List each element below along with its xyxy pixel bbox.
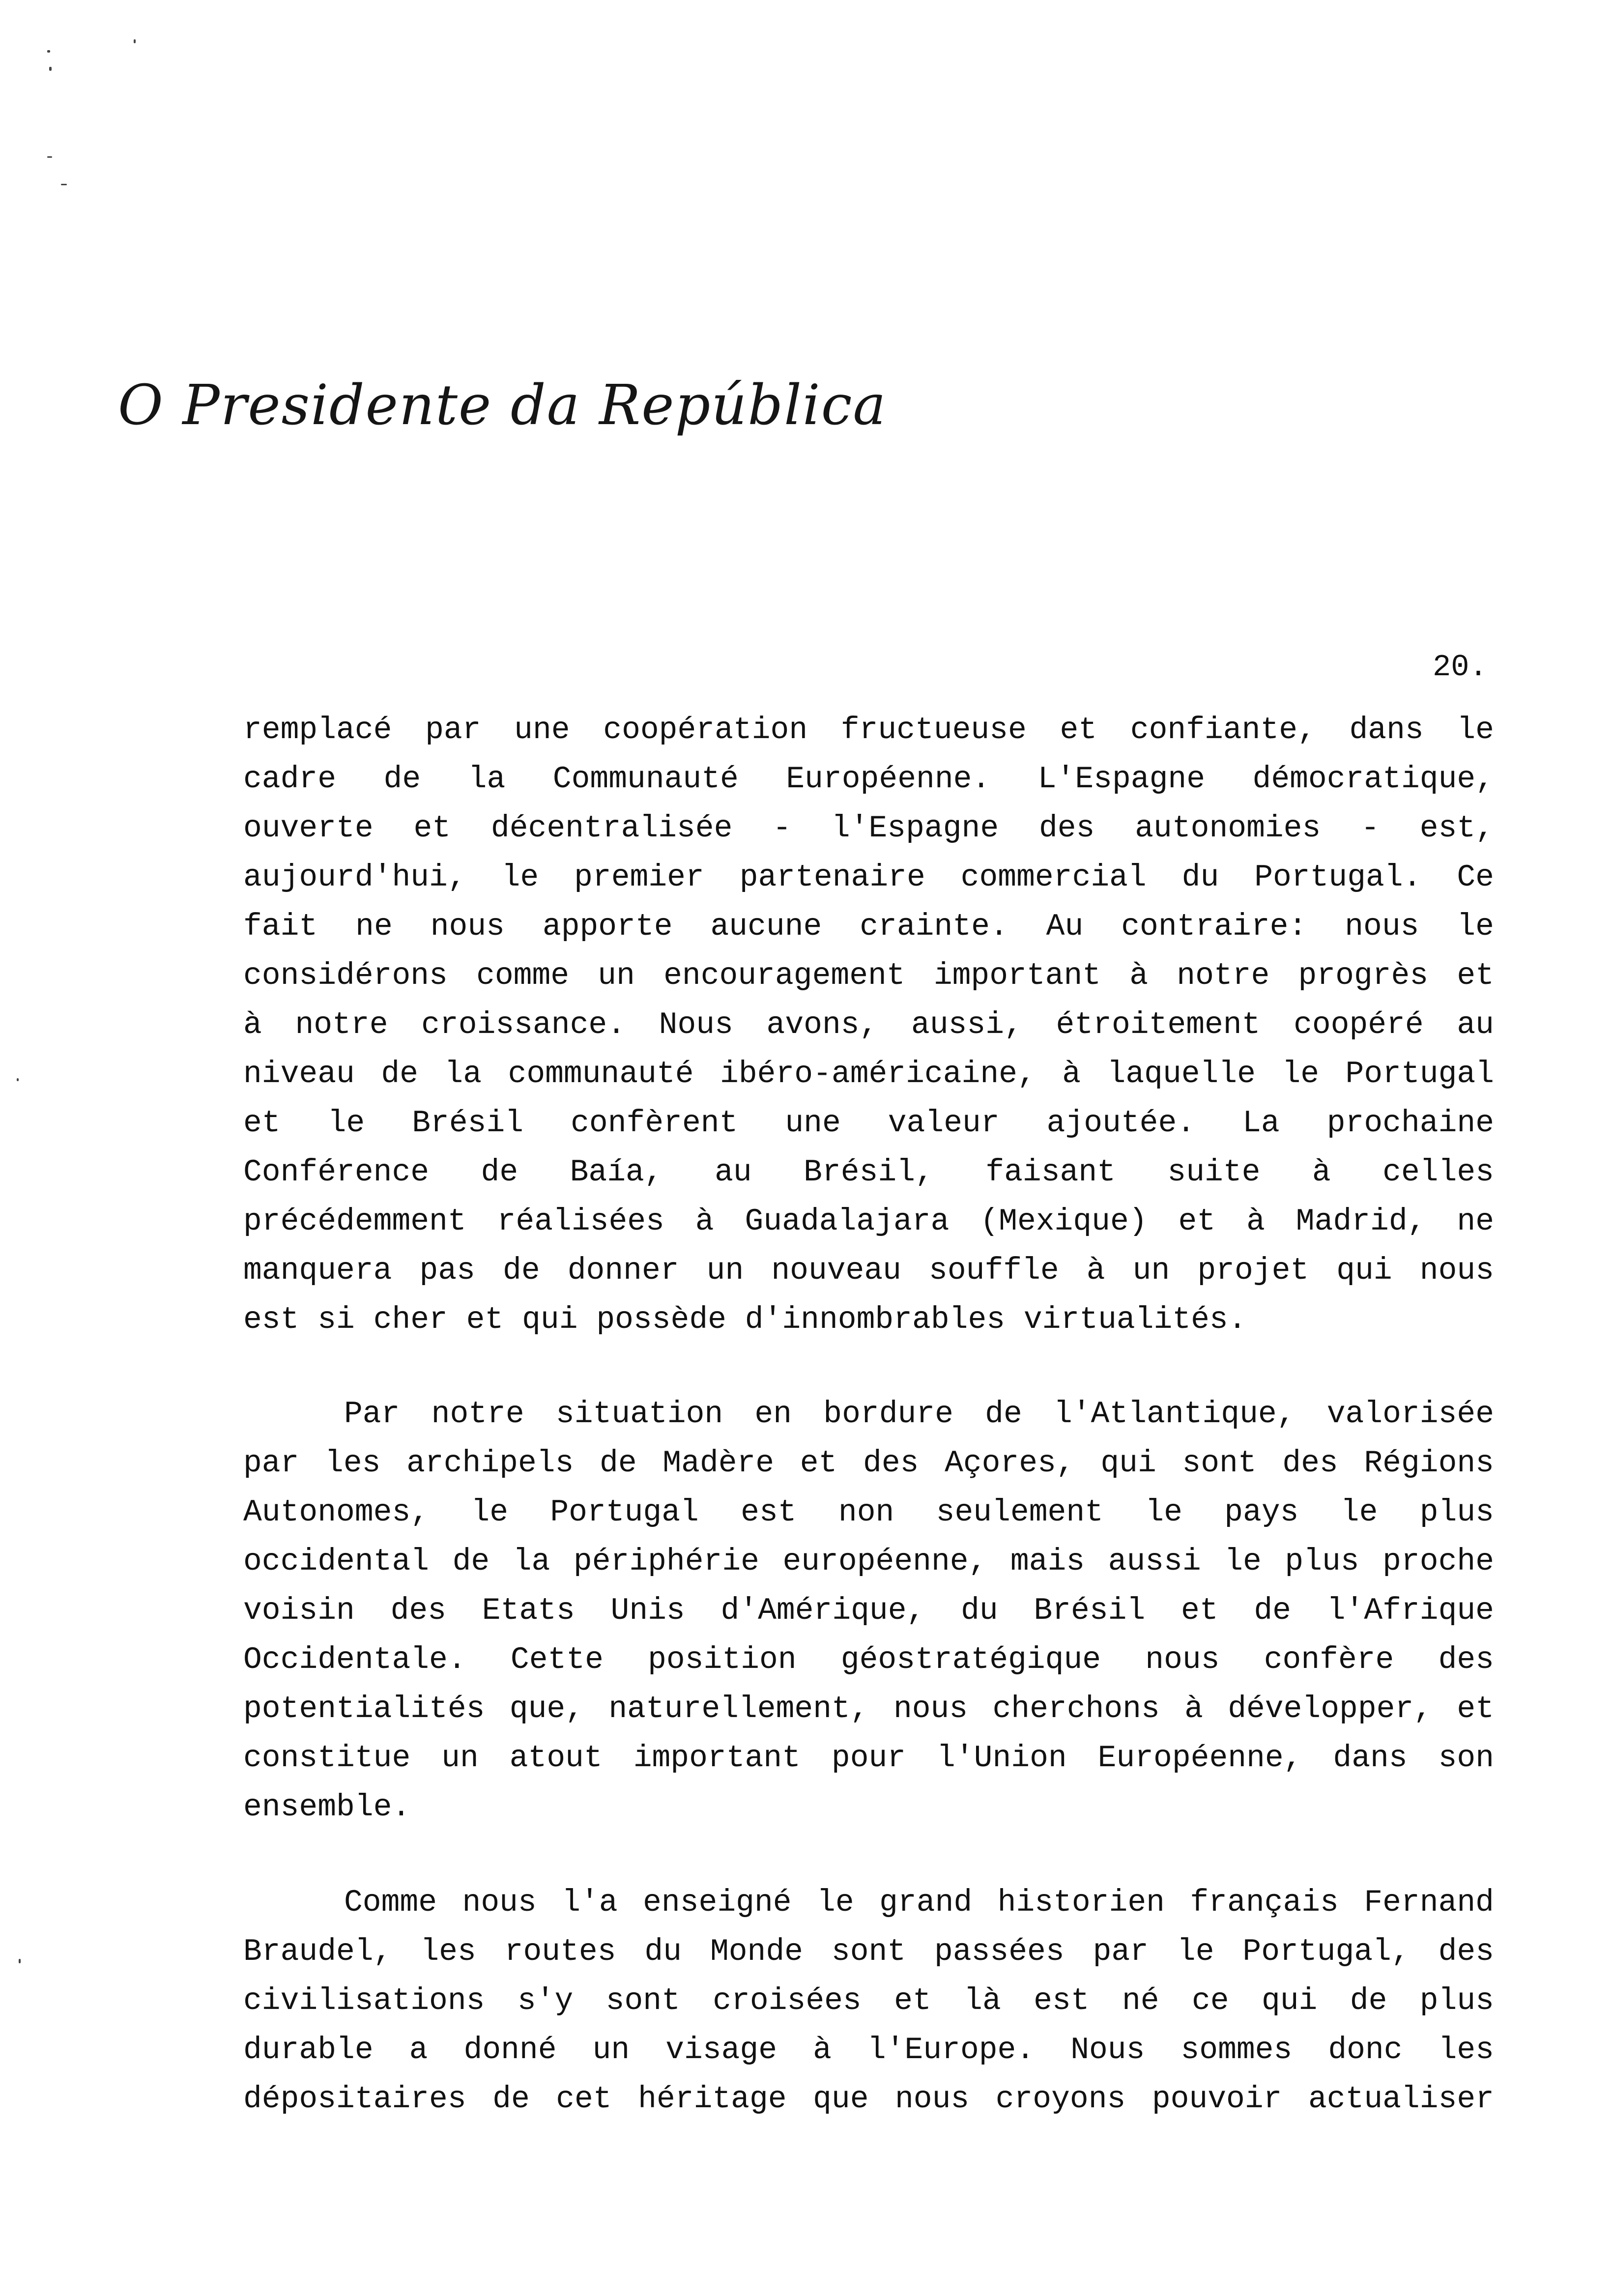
- scan-speck: [47, 50, 50, 53]
- text-line: fait ne nous apporte aucune crainte. Au contraire: nous le: [243, 909, 1494, 944]
- scan-speck: [49, 67, 52, 71]
- page-number: 20.: [1433, 650, 1488, 685]
- text-line: remplacé par une coopération fructueuse et confiante, dans le: [243, 713, 1494, 747]
- text-line: Conférence de Baía, au Brésil, faisant suite à celles: [243, 1155, 1494, 1190]
- text-line: dépositaires de cet héritage que nous croyons pouvoir actualiser: [243, 2082, 1494, 2117]
- text-line: durable a donné un visage à l'Europe. Nous sommes donc les: [243, 2033, 1494, 2067]
- text-line: Autonomes, le Portugal est non seulement le pays le plus: [243, 1495, 1494, 1530]
- text-line: Braudel, les routes du Monde sont passées par le Portugal, des: [243, 1934, 1494, 1969]
- scan-speck: [17, 1078, 19, 1081]
- text-line: niveau de la communauté ibéro-américaine, à laquelle le Portugal: [243, 1057, 1494, 1091]
- scan-speck: [19, 1959, 21, 1963]
- scan-speck: [134, 39, 136, 43]
- text-line: ensemble.: [243, 1790, 411, 1825]
- text-line: constitue un atout important pour l'Union Européenne, dans son: [243, 1741, 1494, 1776]
- paragraph-2: [243, 1390, 1494, 1832]
- text-line: potentialités que, naturellement, nous cherchons à développer, et: [243, 1692, 1494, 1726]
- paragraph-3: [243, 1878, 1494, 2124]
- text-line: cadre de la Communauté Européenne. L'Espagne démocratique,: [243, 762, 1494, 797]
- text-line: Comme nous l'a enseigné le grand historien français Fernand: [344, 1885, 1494, 1920]
- text-line: ouverte et décentralisée - l'Espagne des autonomies - est,: [243, 811, 1494, 846]
- text-line: manquera pas de donner un nouveau souffle à un projet qui nous: [243, 1253, 1494, 1288]
- letterhead: O Presidente da República: [118, 373, 887, 437]
- text-line: à notre croissance. Nous avons, aussi, étroitement coopéré au: [243, 1007, 1494, 1042]
- text-line: et le Brésil confèrent une valeur ajoutée. La prochaine: [243, 1106, 1494, 1141]
- scan-speck: [47, 156, 52, 158]
- text-line: voisin des Etats Unis d'Amérique, du Brésil et de l'Afrique: [243, 1593, 1494, 1628]
- text-line: considérons comme un encouragement important à notre progrès et: [243, 958, 1494, 993]
- paragraph-1: [243, 706, 1494, 1345]
- text-line: est si cher et qui possède d'innombrables virtualités.: [243, 1302, 1247, 1337]
- text-line: Occidentale. Cette position géostratégique nous confère des: [243, 1642, 1494, 1677]
- text-line: occidental de la périphérie européenne, mais aussi le plus proche: [243, 1544, 1494, 1579]
- text-line: par les archipels de Madère et des Açores, qui sont des Régions: [243, 1446, 1494, 1481]
- scan-speck: [61, 184, 67, 185]
- text-line: précédemment réalisées à Guadalajara (Mexique) et à Madrid, ne: [243, 1204, 1494, 1239]
- text-line: Par notre situation en bordure de l'Atlantique, valorisée: [344, 1397, 1494, 1432]
- text-line: aujourd'hui, le premier partenaire commercial du Portugal. Ce: [243, 860, 1494, 895]
- text-line: civilisations s'y sont croisées et là est né ce qui de plus: [243, 1983, 1494, 2018]
